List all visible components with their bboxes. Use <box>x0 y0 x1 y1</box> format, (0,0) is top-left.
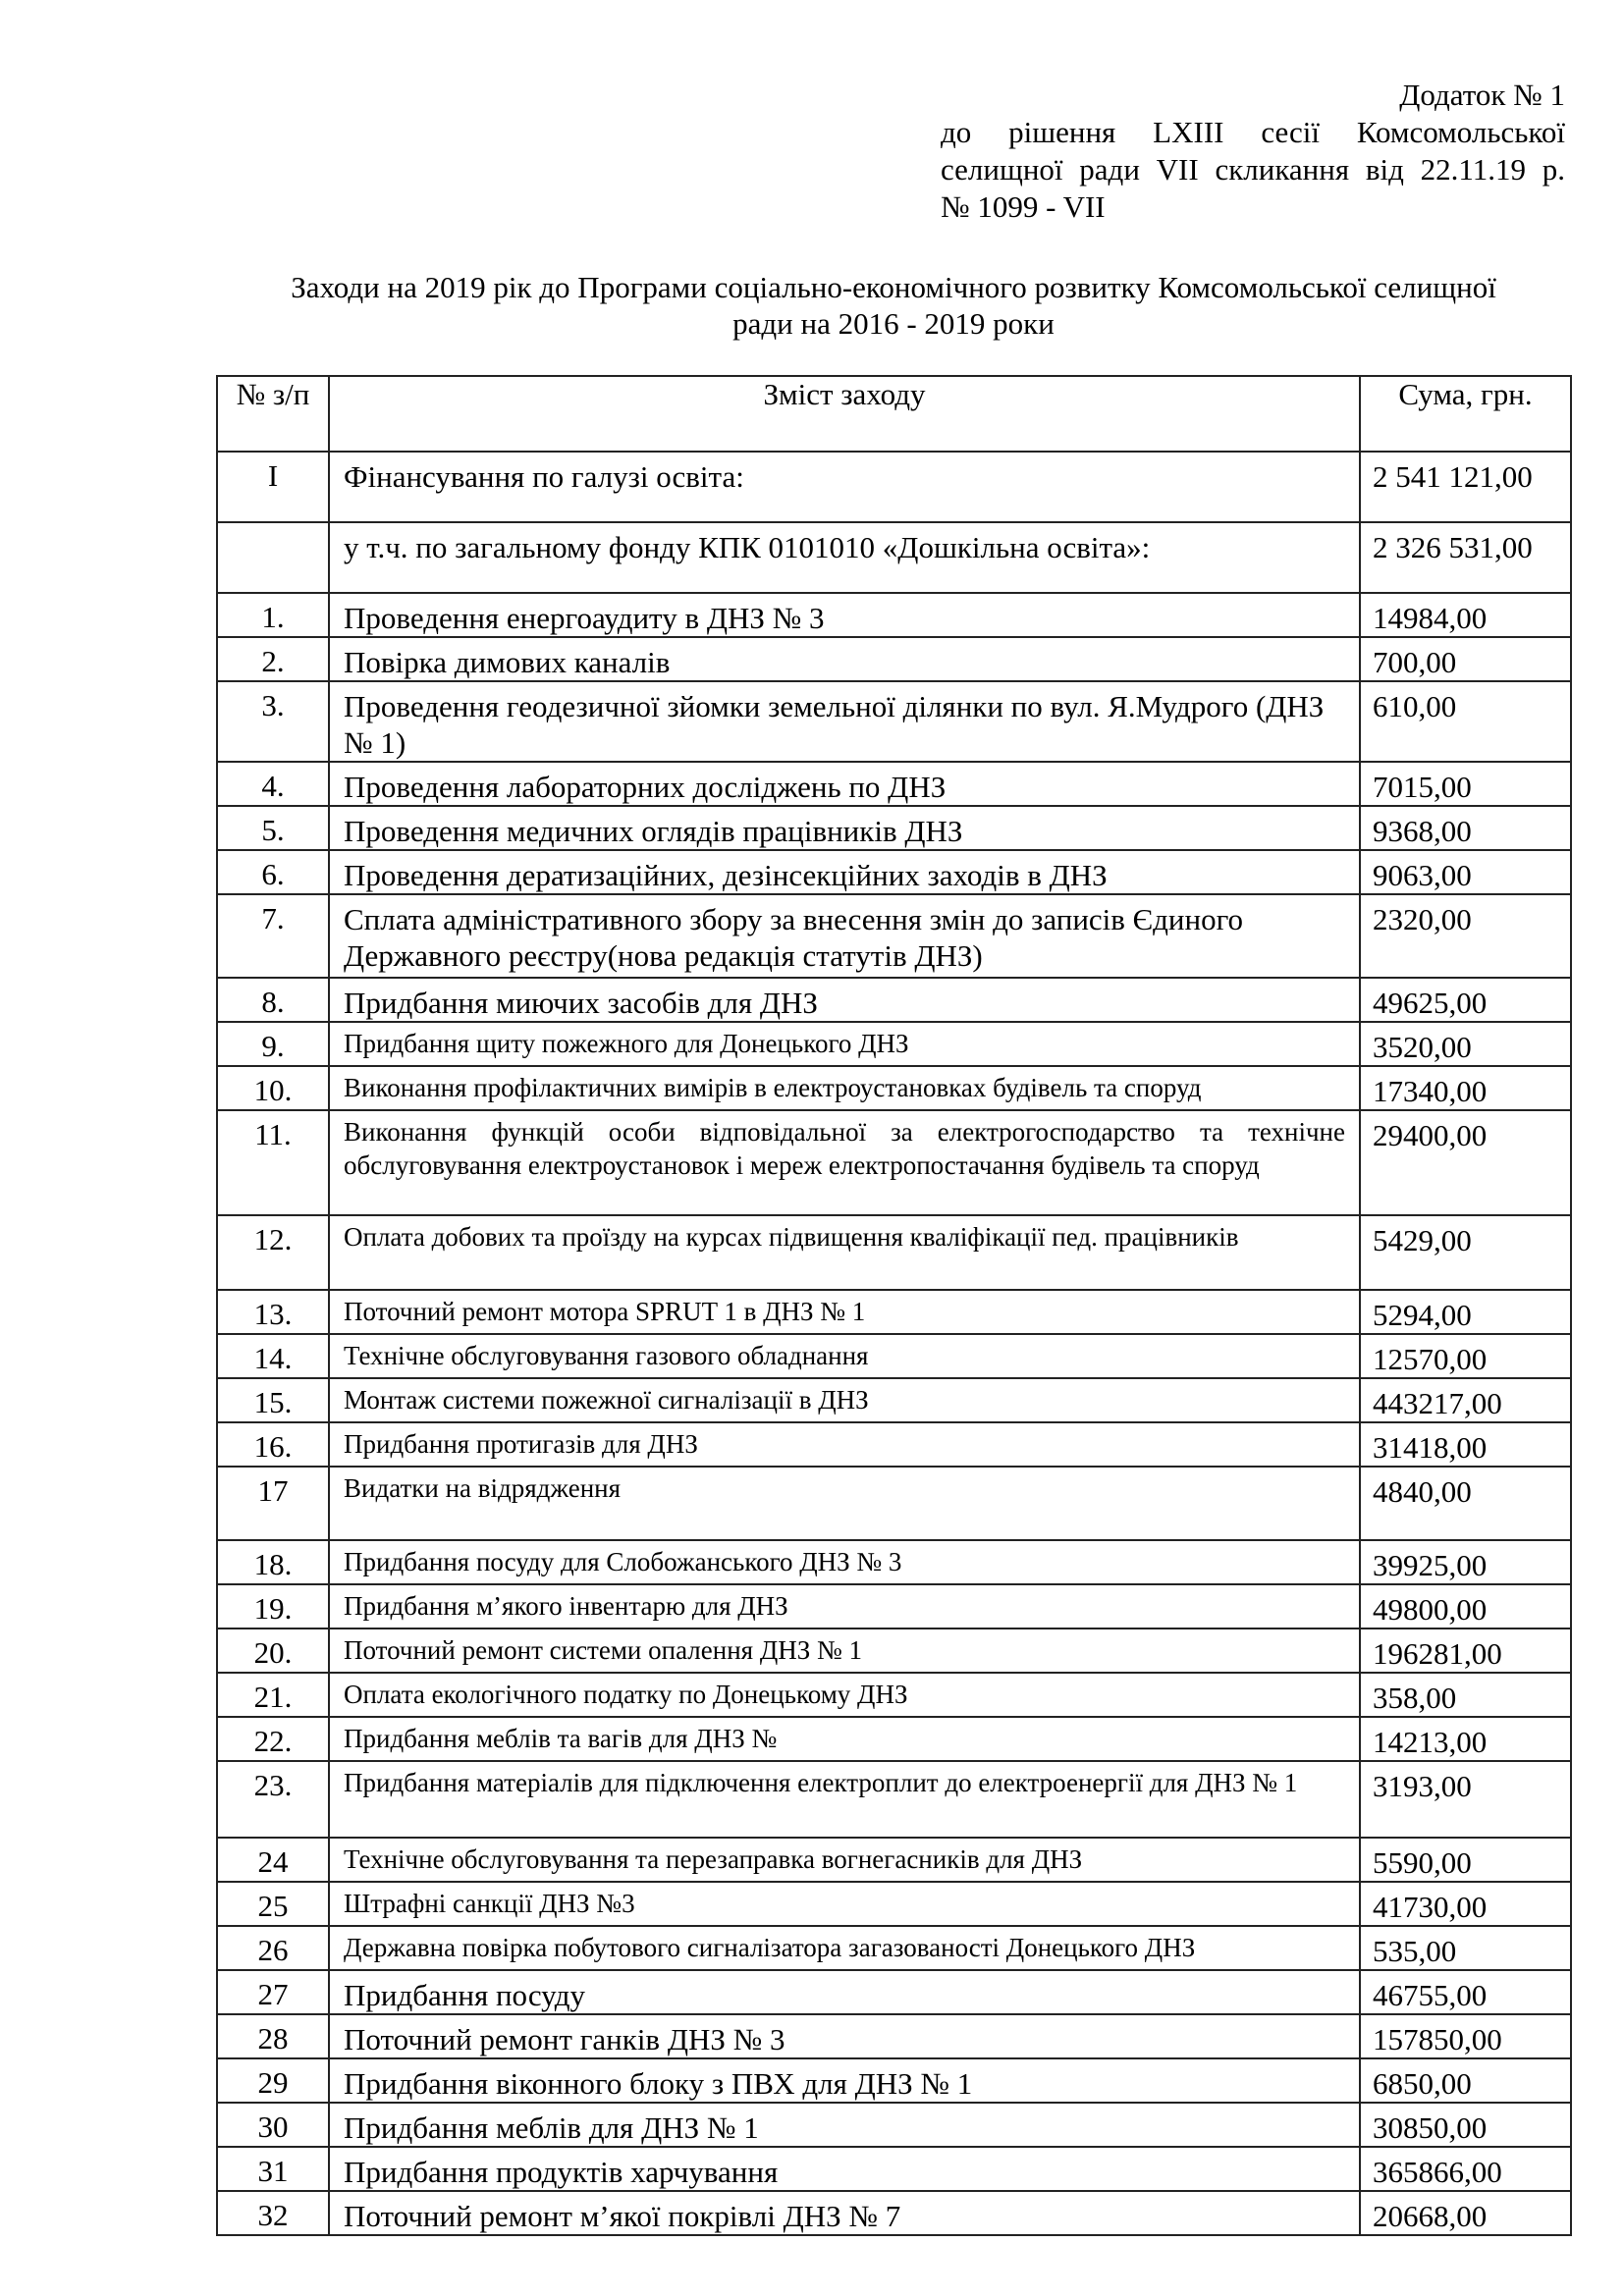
row-sum: 46755,00 <box>1360 1970 1571 2014</box>
row-sum: 365866,00 <box>1360 2147 1571 2191</box>
row-sum: 41730,00 <box>1360 1882 1571 1926</box>
row-content: Видатки на відрядження <box>329 1467 1360 1540</box>
table-row <box>217 1761 1571 1838</box>
table-row <box>217 978 1571 1022</box>
table-row <box>217 1629 1571 1673</box>
row-sum: 49800,00 <box>1360 1584 1571 1629</box>
row-sum: 14213,00 <box>1360 1717 1571 1761</box>
row-number: 5. <box>217 806 329 850</box>
table-row <box>217 1022 1571 1066</box>
table-row <box>217 2058 1571 2103</box>
row-content: Придбання м’якого інвентарю для ДНЗ <box>329 1584 1360 1629</box>
row-number: 3. <box>217 681 329 762</box>
row-sum: 157850,00 <box>1360 2014 1571 2058</box>
row-sum: 17340,00 <box>1360 1066 1571 1110</box>
row-number: 19. <box>217 1584 329 1629</box>
row-number: 26 <box>217 1926 329 1970</box>
row-number: 1. <box>217 593 329 637</box>
table-row <box>217 1290 1571 1334</box>
row-content: Проведення медичних оглядів працівників ДНЗ <box>329 806 1360 850</box>
table-row <box>217 1110 1571 1215</box>
measures-table <box>216 375 1572 2236</box>
row-content: Придбання посуду <box>329 1970 1360 2014</box>
annex-block <box>941 77 1565 226</box>
row-content: Проведення енергоаудиту в ДНЗ № 3 <box>329 593 1360 637</box>
row-sum: 2 326 531,00 <box>1360 522 1571 593</box>
row-content: Державна повірка побутового сигналізатора загазованості Донецького ДНЗ <box>329 1926 1360 1970</box>
table-row <box>217 1378 1571 1422</box>
row-content: Повірка димових каналів <box>329 637 1360 681</box>
row-sum: 2 541 121,00 <box>1360 452 1571 522</box>
row-number: 25 <box>217 1882 329 1926</box>
row-number: 2. <box>217 637 329 681</box>
row-content: Монтаж системи пожежної сигналізації в ДНЗ <box>329 1378 1360 1422</box>
row-content: Придбання посуду для Слобожанського ДНЗ № 3 <box>329 1540 1360 1584</box>
row-content: Придбання щиту пожежного для Донецького ДНЗ <box>329 1022 1360 1066</box>
row-number: 16. <box>217 1422 329 1467</box>
row-sum: 358,00 <box>1360 1673 1571 1717</box>
table-row <box>217 452 1571 522</box>
annex-decision-number: № 1099 - VII <box>941 189 1106 224</box>
row-number: 22. <box>217 1717 329 1761</box>
row-content: у т.ч. по загальному фонду КПК 0101010 «Дошкільна освіта»: <box>329 522 1360 593</box>
row-content: Оплата добових та проїзду на курсах підвищення кваліфікації пед. працівників <box>329 1215 1360 1290</box>
row-number: 31 <box>217 2147 329 2191</box>
row-content: Проведення дератизаційних, дезінсекційних заходів в ДНЗ <box>329 850 1360 894</box>
table-row <box>217 762 1571 806</box>
row-number: 18. <box>217 1540 329 1584</box>
row-number: 20. <box>217 1629 329 1673</box>
table-row <box>217 522 1571 593</box>
table-row <box>217 593 1571 637</box>
row-number: 7. <box>217 894 329 978</box>
row-number: 8. <box>217 978 329 1022</box>
header-sum: Сума, грн. <box>1360 376 1571 452</box>
row-content: Штрафні санкції ДНЗ №3 <box>329 1882 1360 1926</box>
row-sum: 5590,00 <box>1360 1838 1571 1882</box>
row-content: Поточний ремонт ганків ДНЗ № 3 <box>329 2014 1360 2058</box>
row-sum: 3520,00 <box>1360 1022 1571 1066</box>
row-sum: 610,00 <box>1360 681 1571 762</box>
row-content: Поточний ремонт мотора SPRUT 1 в ДНЗ № 1 <box>329 1290 1360 1334</box>
header-content: Зміст заходу <box>329 376 1360 452</box>
table-header-row <box>217 376 1571 452</box>
table-row <box>217 1422 1571 1467</box>
row-sum: 4840,00 <box>1360 1467 1571 1540</box>
row-content: Технічне обслуговування та перезаправка вогнегасників для ДНЗ <box>329 1838 1360 1882</box>
row-content: Придбання протигазів для ДНЗ <box>329 1422 1360 1467</box>
title-line-1: Заходи на 2019 рік до Програми соціально-економічного розвитку Комсомольської селищної <box>291 270 1496 304</box>
row-number <box>217 522 329 593</box>
row-sum: 700,00 <box>1360 637 1571 681</box>
table-row <box>217 681 1571 762</box>
table-row <box>217 806 1571 850</box>
row-number: 32 <box>217 2191 329 2235</box>
row-number: 30 <box>217 2103 329 2147</box>
row-sum: 39925,00 <box>1360 1540 1571 1584</box>
row-number: 27 <box>217 1970 329 2014</box>
row-content: Оплата екологічного податку по Донецькому ДНЗ <box>329 1673 1360 1717</box>
table-row <box>217 894 1571 978</box>
row-number: 15. <box>217 1378 329 1422</box>
table-row <box>217 1717 1571 1761</box>
row-content: Поточний ремонт м’якої покрівлі ДНЗ № 7 <box>329 2191 1360 2235</box>
table-row <box>217 1838 1571 1882</box>
row-sum: 14984,00 <box>1360 593 1571 637</box>
row-content: Виконання функцій особи відповідальної за електрогосподарство та технічне обслуговування електроустановок і мереж електропостачання будівель та споруд <box>329 1110 1360 1215</box>
row-content: Придбання матеріалів для підключення електроплит до електроенергії для ДНЗ № 1 <box>329 1761 1360 1838</box>
table-row <box>217 850 1571 894</box>
table-row <box>217 1970 1571 2014</box>
row-content: Сплата адміністративного збору за внесення змін до записів Єдиного Державного реєстру(нова редакція статутів ДНЗ) <box>329 894 1360 978</box>
row-content: Придбання меблів для ДНЗ № 1 <box>329 2103 1360 2147</box>
row-sum: 535,00 <box>1360 1926 1571 1970</box>
row-sum: 31418,00 <box>1360 1422 1571 1467</box>
row-sum: 12570,00 <box>1360 1334 1571 1378</box>
row-sum: 9063,00 <box>1360 850 1571 894</box>
header-number: № з/п <box>217 376 329 452</box>
row-content: Придбання віконного блоку з ПВХ для ДНЗ № 1 <box>329 2058 1360 2103</box>
table-row <box>217 2103 1571 2147</box>
row-sum: 20668,00 <box>1360 2191 1571 2235</box>
annex-number: Додаток № 1 <box>1399 78 1565 112</box>
table-row <box>217 1673 1571 1717</box>
table-row <box>217 1467 1571 1540</box>
row-content: Виконання профілактичних вимірів в електроустановках будівель та споруд <box>329 1066 1360 1110</box>
row-sum: 6850,00 <box>1360 2058 1571 2103</box>
row-number: 11. <box>217 1110 329 1215</box>
row-number: 9. <box>217 1022 329 1066</box>
row-sum: 2320,00 <box>1360 894 1571 978</box>
row-sum: 5429,00 <box>1360 1215 1571 1290</box>
row-number: 10. <box>217 1066 329 1110</box>
row-sum: 5294,00 <box>1360 1290 1571 1334</box>
table-row <box>217 1066 1571 1110</box>
row-number: 14. <box>217 1334 329 1378</box>
table-row <box>217 1882 1571 1926</box>
annex-council: селищної ради VII скликання від 22.11.19 р. <box>941 152 1565 187</box>
row-number: 13. <box>217 1290 329 1334</box>
row-sum: 29400,00 <box>1360 1110 1571 1215</box>
annex-decision: до рішення LXIII сесії Комсомольської <box>941 115 1565 149</box>
row-number: 6. <box>217 850 329 894</box>
table-row <box>217 2014 1571 2058</box>
table-row <box>217 2147 1571 2191</box>
row-number: I <box>217 452 329 522</box>
table-row <box>217 1540 1571 1584</box>
row-sum: 443217,00 <box>1360 1378 1571 1422</box>
row-number: 24 <box>217 1838 329 1882</box>
title-line-2: ради на 2016 - 2019 роки <box>732 306 1055 341</box>
row-number: 17 <box>217 1467 329 1540</box>
row-content: Придбання меблів та вагів для ДНЗ № <box>329 1717 1360 1761</box>
row-sum: 196281,00 <box>1360 1629 1571 1673</box>
row-sum: 3193,00 <box>1360 1761 1571 1838</box>
table-row <box>217 1334 1571 1378</box>
row-number: 12. <box>217 1215 329 1290</box>
table-row <box>217 1215 1571 1290</box>
row-sum: 49625,00 <box>1360 978 1571 1022</box>
row-number: 4. <box>217 762 329 806</box>
row-content: Проведення геодезичної зйомки земельної ділянки по вул. Я.Мудрого (ДНЗ № 1) <box>329 681 1360 762</box>
row-number: 23. <box>217 1761 329 1838</box>
table-row <box>217 637 1571 681</box>
row-sum: 9368,00 <box>1360 806 1571 850</box>
row-number: 21. <box>217 1673 329 1717</box>
row-content: Технічне обслуговування газового обладнання <box>329 1334 1360 1378</box>
row-content: Проведення лабораторних досліджень по ДНЗ <box>329 762 1360 806</box>
table-body <box>217 452 1571 2235</box>
document-title <box>216 269 1571 342</box>
table-row <box>217 1584 1571 1629</box>
table-row <box>217 1926 1571 1970</box>
row-content: Поточний ремонт системи опалення ДНЗ № 1 <box>329 1629 1360 1673</box>
row-sum: 30850,00 <box>1360 2103 1571 2147</box>
row-content: Фінансування по галузі освіта: <box>329 452 1360 522</box>
row-content: Придбання продуктів харчування <box>329 2147 1360 2191</box>
row-sum: 7015,00 <box>1360 762 1571 806</box>
row-number: 28 <box>217 2014 329 2058</box>
row-number: 29 <box>217 2058 329 2103</box>
table-row <box>217 2191 1571 2235</box>
row-content: Придбання миючих засобів для ДНЗ <box>329 978 1360 1022</box>
